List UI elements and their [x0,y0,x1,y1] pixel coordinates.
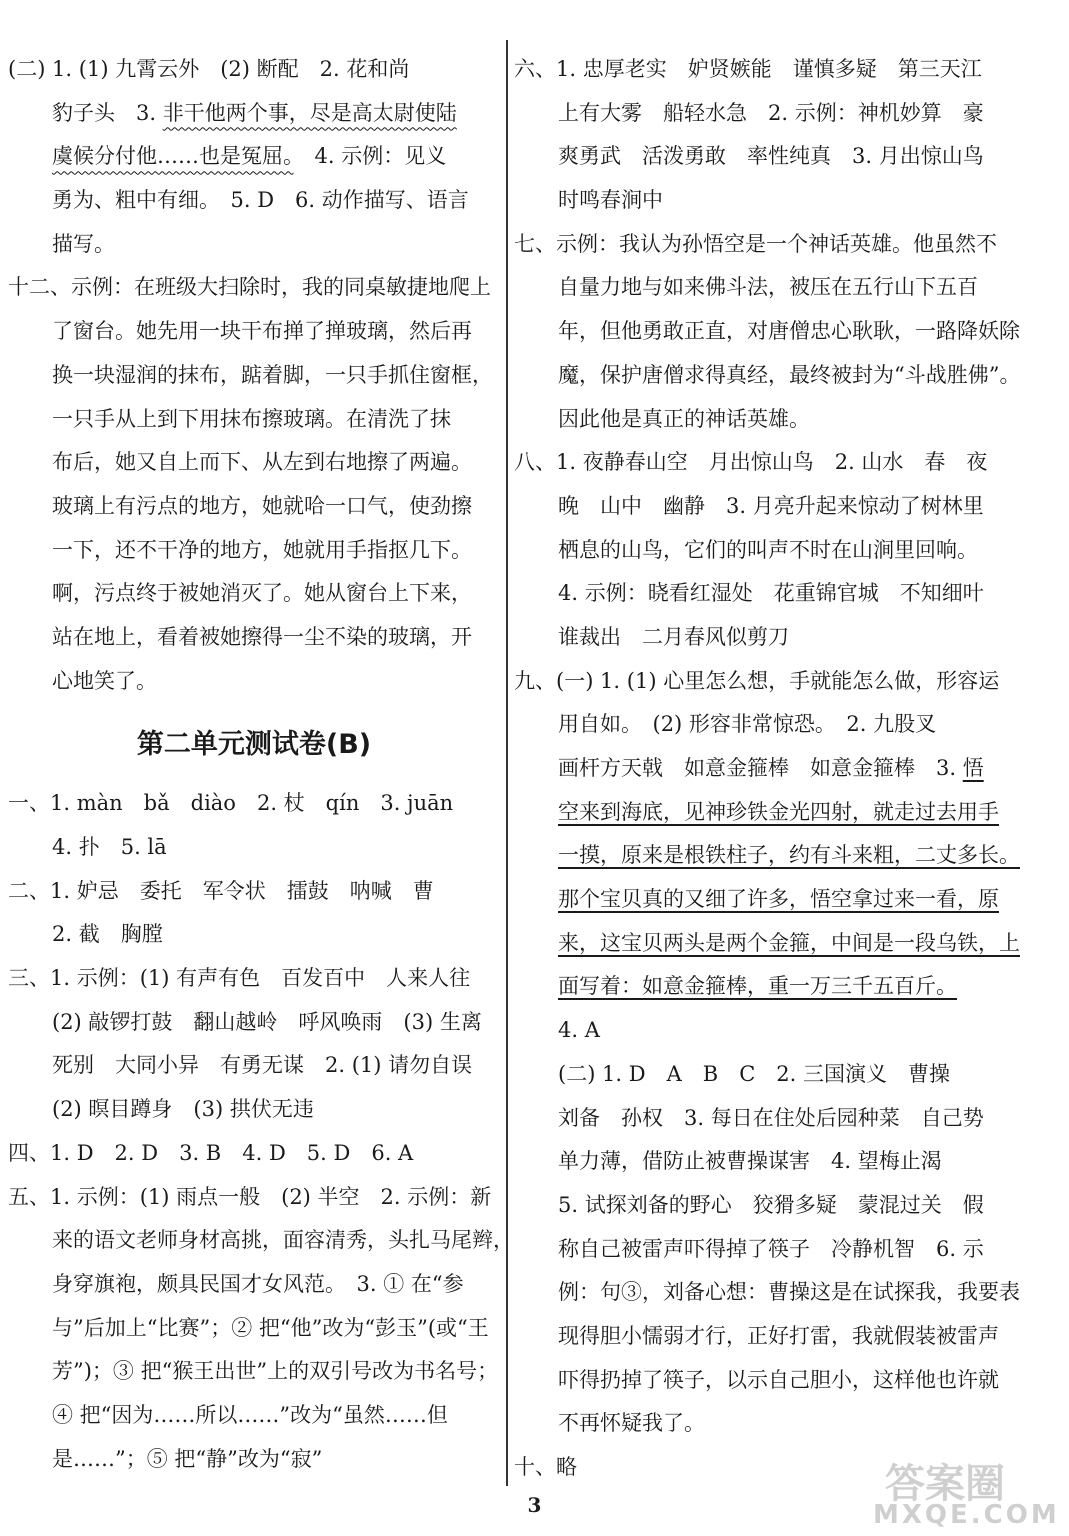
underlined-answer: 来，这宝贝两头是两个金箍，中间是一段乌铁，上 [558,930,1020,955]
answer-line: 吓得扔掉了筷子，以示自己胆小，这样他也许就 [558,1367,999,1392]
answer-line: 布后，她又自上而下、从左到右地擦了两遍。 [52,450,472,475]
answer-line: 十二、示例：在班级大扫除时，我的同桌敏捷地爬上 [8,275,491,300]
answer-line: 用自如。 (2) 形容非常惊恐。 2. 九股叉 [558,712,937,737]
answer-line: 4. 示例：晓看红湿处 花重锦官城 不知细叶 [558,581,984,606]
underlined-answer: 一摸，原来是根铁柱子，约有斗来粗，二丈多长。 [558,843,1020,868]
answer-line [514,747,1054,791]
answer-line: 单力薄，借防止被曹操谋害 4. 望梅止渴 [558,1149,942,1174]
answer-line [514,834,1054,878]
answer-line: 死别 大同小异 有勇无谋 2. (1) 请勿自误 [52,1053,473,1078]
answer-line: 十、略 [514,1455,577,1479]
answer-line: 啊，污点终于被她消灭了。她从窗台上下来， [52,581,472,606]
answer-line: 来的语文老师身材高挑，面容清秀，头扎马尾辫， [52,1228,514,1253]
answer-text: 4. 示例：见义 [293,144,447,169]
underlined-answer: 空来到海底，见神珍铁金光四射，就走过去用手 [558,799,999,824]
answer-line: 四、1. D 2. D 3. B 4. D 5. D 6. A [8,1140,414,1165]
answer-line: 年，但他勇敢正直，对唐僧忠心耿耿，一路降妖除 [558,319,1020,344]
answer-line: 时鸣春涧中 [558,188,663,213]
answer-line: ④ 把“因为……所以……”改为“虽然……但 [52,1402,448,1427]
answer-line: 5. 试探刘备的野心 狡猾多疑 蒙混过关 假 [558,1192,984,1217]
answer-line [514,922,1054,966]
answer-line: 八、1. 夜静春山空 月出惊山鸟 2. 山水 春 夜 [514,450,988,475]
answer-line [8,92,500,136]
right-column [514,48,1054,1490]
answer-line: 称自己被雷声吓得掉了筷子 冷静机智 6. 示 [558,1236,984,1261]
answer-line: 一只手从上到下用抹布擦玻璃。在清洗了抹 [52,406,451,431]
answer-line: 描写。 [52,231,115,256]
answer-line [514,791,1054,835]
underlined-answer: 那个宝贝真的又细了许多，悟空拿过来一看，原 [558,887,999,912]
answer-line: 五、1. 示例：(1) 雨点一般 (2) 半空 2. 示例：新 [8,1184,492,1209]
answer-line: 九、(一) 1. (1) 心里怎么想，手就能怎么做，形容运 [514,668,1000,693]
answer-line: 一、1. màn bǎ diào 2. 杖 qín 3. juān [8,791,454,816]
answer-line [8,135,500,179]
underlined-answer: 面写着：如意金箍棒，重一万三千五百斤。 [558,974,957,999]
answer-line: 六、1. 忠厚老实 妒贤嫉能 谨慎多疑 第三天江 [514,57,982,81]
answer-line: 芳”)；③ 把“猴王出世”上的双引号改为书名号； [52,1359,499,1384]
answer-line: 2. 截 胸膛 [52,922,163,947]
answer-line: 不再怀疑我了。 [558,1411,705,1436]
answer-line: 站在地上，看着被她擦得一尘不染的玻璃，开 [52,624,472,649]
answer-line: 魔，保护唐僧求得真经，最终被封为“斗战胜佛”。 [558,362,1021,387]
answer-line: 例：句③，刘备心想：曹操这是在试探我，我要表 [558,1280,1020,1305]
answer-line: (2) 敲锣打鼓 翻山越岭 呼风唤雨 (3) 生离 [52,1009,482,1034]
answer-line: 与”后加上“比赛”；② 把“他”改为“彭玉”(或“王 [52,1315,489,1340]
answer-line: 三、1. 示例：(1) 有声有色 百发百中 人来人往 [8,966,471,991]
section-title: 第二单元测试卷(B) [136,729,372,761]
answer-text: 画杆方天戟 如意金箍棒 如意金箍棒 3. [558,756,963,780]
wavy-underlined-answer: 虞候分付他……也是冤屈。 [52,144,294,169]
answer-line: 上有大雾 船轻水急 2. 示例：神机妙算 豪 [558,100,984,125]
answer-line: 现得胆小懦弱才行，正好打雷，我就假装被雷声 [558,1323,999,1348]
answer-line: 七、示例：我认为孙悟空是一个神话英雄。他虽然不 [514,231,997,256]
watermark-logo [865,1452,1061,1532]
watermark-url: MXQE.COM [873,1500,1060,1530]
answer-line: 刘备 孙权 3. 每日在住处后园种菜 自己势 [558,1105,984,1130]
page-number: 3 [527,1493,542,1517]
answer-line: (二) 1. D A B C 2. 三国演义 曹操 [558,1061,950,1086]
answer-line: 栖息的山鸟，它们的叫声不时在山涧里回响。 [558,537,978,562]
answer-line: 换一块湿润的抹布，踮着脚，一只手抓住窗框， [52,362,493,387]
answer-line: (二) 1. (1) 九霄云外 (2) 断配 2. 花和尚 [8,57,410,81]
answer-line: 谁裁出 二月春风似剪刀 [558,624,789,649]
answer-line: 勇为、粗中有细。 5. D 6. 动作描写、语言 [52,188,469,213]
wavy-underlined-answer: 非干他两个事，尽是高太尉使陆 [162,100,457,125]
answer-line: 了窗台。她先用一块干布掸了掸玻璃，然后再 [52,319,472,344]
underlined-answer: 悟 [962,756,984,780]
answer-line: 4. 扑 5. lā [52,835,167,859]
answer-line: 身穿旗袍，颇具民国才女风范。 3. ① 在“参 [52,1271,464,1296]
answer-line: 自量力地与如来佛斗法，被压在五行山下五百 [558,275,978,300]
column-divider [506,40,508,1486]
answer-line [514,965,1054,1009]
answer-line: 一下，还不干净的地方，她就用手指抠几下。 [52,537,472,562]
left-column [8,48,514,1481]
answer-line: 心地笑了。 [52,668,157,693]
answer-line: 二、1. 妒忌 委托 军令状 擂鼓 呐喊 曹 [8,878,434,903]
answer-line: 是……”；⑤ 把“静”改为“寂” [52,1446,323,1471]
answer-line: 因此他是真正的神话英雄。 [558,406,810,431]
answer-line: (2) 暝目蹲身 (3) 拱伏无违 [52,1097,314,1122]
answer-line [514,878,1054,922]
answer-text: 豹子头 3. [52,100,163,125]
answer-line: 晚 山中 幽静 3. 月亮升起来惊动了树林里 [558,493,984,518]
watermark-title: 答案圈 [885,1460,1005,1507]
answer-line: 玻璃上有污点的地方，她就哈一口气，使劲擦 [52,493,472,518]
answer-line: 4. A [558,1018,600,1043]
answer-line: 爽勇武 活泼勇敢 率性纯真 3. 月出惊山鸟 [558,144,984,169]
